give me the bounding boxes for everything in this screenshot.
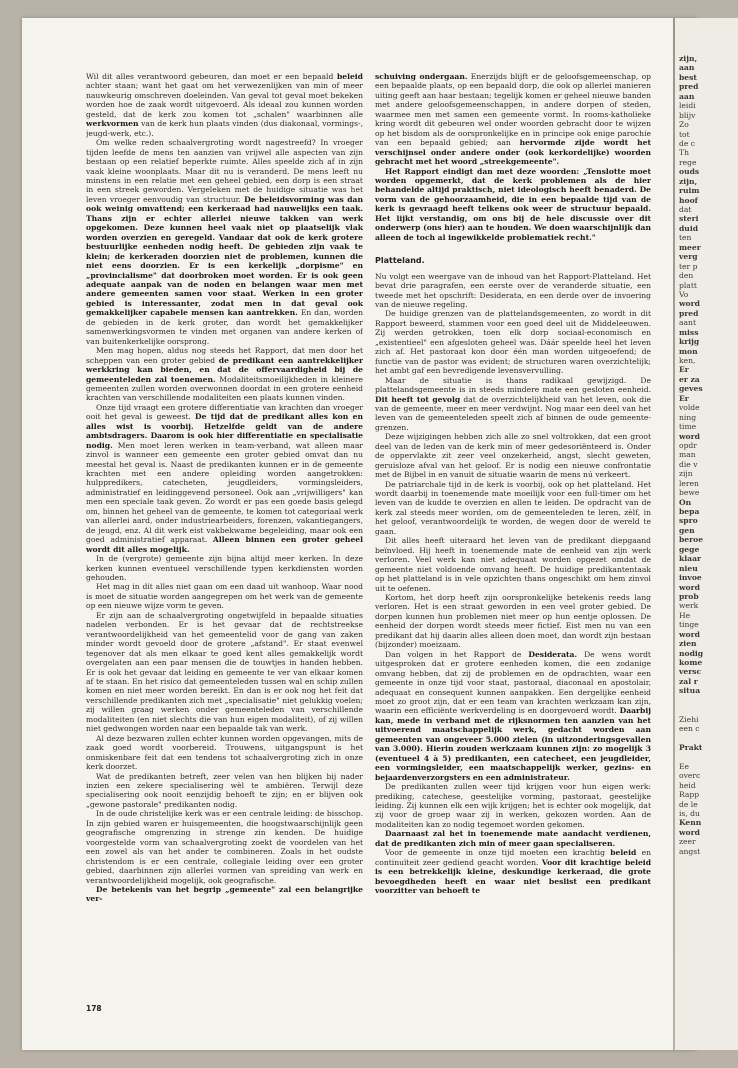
paragraph: Daarnaast zal het in toenemende mate aandacht verdienen, dat de predikanten zich min of meer gaan specialiseren.: [375, 829, 651, 848]
facing-page-line: Er: [679, 393, 689, 403]
facing-page-line: pred: [679, 308, 699, 318]
facing-page-line: aant: [679, 318, 696, 328]
facing-page-line: word: [679, 629, 700, 639]
text-column-right: [375, 72, 651, 1002]
facing-page-line: Er: [679, 365, 689, 375]
paragraph: Dit alles heeft uiteraard het leven van de predikant diepgaand beïnvloed. Hij heeft in toenemende mate de eenheid van zijn werk verloren. Veel werk kan niet adequaat worden opgezet omdat de gemeente niet voldoende omvang heeft. De huidige predikantentaak op het platteland is in vele opzichten thans ongeschikt om hem zinvol uit te oefenen.: [375, 536, 651, 593]
facing-page-line: best: [679, 72, 697, 82]
facing-page-line: aan: [679, 91, 695, 101]
paragraph: In de oude christelijke kerk was er een centrale leiding: de bisschop. In zijn gebied waren er huisgemeenten, die hoogstwaarschijnlijk geen geografische omgrenzing in strenge zin kenden. De huidige voorgestelde vorm van schaalvergroting zoekt de voordelen van het een zowel als van het ander te combineren. Zoals in het oudste christendom is er een centrale, collegiale leiding over een groter gebied, daarbinnen zijn allerlei vormen van spreiding van werk en verantwoordelijkheid mogelijk, ook geografische.: [86, 809, 363, 885]
facing-page-line: zal r: [679, 676, 698, 686]
facing-page-line: meer: [679, 242, 701, 252]
facing-page-line: mon: [679, 346, 698, 356]
facing-page-line: gen: [679, 525, 695, 535]
paragraph: De predikanten zullen weer tijd krijgen voor hun eigen werk: prediking, catechese, geestelijke vorming, pastoraat, geestelijke leiding. Zij kunnen elk een wijk krijgen; het is echter ook mogelijk, dat zij voor de groep waar zij in werken, gekozen worden. Aan de modaliteiten kan zo nodig tegemoet worden gekomen.: [375, 782, 651, 829]
facing-page-line: invoe: [679, 573, 702, 583]
facing-page-line: ken,: [679, 356, 696, 365]
facing-page-line: leren: [679, 478, 699, 488]
facing-page-line: Vo: [679, 289, 689, 299]
paragraph: Onze tijd vraagt een grotere differentiatie van krachten dan vroeger ooit het geval is geweest. De tijd dat de predikant alles kon en alles wist is voorbij. Hetzelfde geldt van de andere ambtsdragers. Daarom is ook hier differentiatie en specialisatie nodig. Men moet leren werken in team-verband, wat alleen maar zinvol is wanneer een gemeente een groter gebied omvat dan nu meestal het geval is. Naast de predikanten kunnen er in de gemeente krachten met een andere opleiding worden aangetrokken: hulppredikers, catecheten, jeugdleiders, vormingsleiders, administratief en leidinggevend personeel. Ook aan „vrijwilligers" kan men een speciale taak geven. Zo wordt er pas een goede basis gelegd om, binnen het geheel van de gemeente, te komen tot categoriaal werk van allerlei aard, onder industriearbeiders, forenzen, vakantiegangers, de jeugd, enz. Al dit werk eist vakbekwame begeleiding, maar ook een goed administratief apparaat. Alleen binnen een groter geheel wordt dit alles mogelijk.: [86, 402, 363, 554]
facing-page-line: platt: [679, 280, 697, 290]
facing-page-line: [679, 752, 719, 761]
facing-page-line: He: [679, 610, 691, 620]
facing-page-line: ouds: [679, 167, 700, 177]
facing-page-line: werk: [679, 601, 699, 611]
facing-page-line: zijn,: [679, 54, 698, 63]
facing-page-line: ter p: [679, 261, 698, 271]
paragraph: Het mag in dit alles niet gaan om een daad uit wanhoop. Waar nood is moet de situatie worden aangegrepen om het werk van de gemeente op een nieuwe wijze vorm te geven.: [86, 582, 363, 611]
facing-page-line: dat: [679, 205, 692, 214]
facing-page-line: miss: [679, 327, 699, 337]
paragraph: Men mag hopen, aldus nog steeds het Rapport, dat men door het scheppen van een groter gebied de predikant een aantrekkelijker werkkring kan bieden, en dat de offervaardigheid bij de gemeenteleden zal toenemen. Modaliteitsmoeilijkheden in kleinere gemeenten zullen worden overwonnen doordat in een grotere eenheid krachten van verschillende modaliteiten een plaats kunnen vinden.: [86, 346, 363, 403]
facing-page-line: die v: [679, 459, 698, 469]
paragraph: Om welke reden schaalvergroting wordt nagestreefd? In vroeger tijden leefde de mens ten aanzien van vrijwel alle aspecten van zijn bestaan op een relatief beperkte ruimte. Alles speelde zich af in zijn vaak kleine woonplaats. Maar dit nu is veranderd. De mens leeft nu minstens in een relatie met een geheel gebied, een dorp is een straat in een streek geworden. Vergeleken met de huidige situatie was het leven vroeger eenvoudig van structuur. De beleidsvorming was dan ook weinig omvattend; een kerkeraad had nauwelijks een taak. Thans zijn er echter allerlei nieuwe takken van werk opgekomen. Deze kunnen heel vaak niet op plaatselijk vlak worden overzien en geregeld. Vandaar dat ook de kerk grotere bestuurlijke eenheden nodig heeft. De gebieden zijn vaak te klein; de kerkeraden doorzien niet de problemen, kunnen die niet eens doorzien. Er is een kerkelijk „dorpisme" en „provincialisme" dat doorbroken moet worden. Er is ook geen adequate aanpak van de noden en belangen waar men met andere gemeenten samen voor staat. Werken in een groter gebied is interessanter, zodat men in dat geval ook gemakkelijker capabele mensen kan aantrekken. En dan, worden de gebieden in de kerk groter, dan wordt het gemakkelijker samenwerkingsvormen te vinden met organen van andere kerken of van buitenkerkelijke oorsprong.: [86, 138, 363, 346]
facing-page-line: overc: [679, 771, 701, 781]
facing-page-line: word: [679, 827, 700, 837]
facing-page-line: de le: [679, 799, 698, 809]
facing-page-line: ten: [679, 233, 692, 243]
facing-page-line: angst: [679, 846, 701, 856]
text-column-left: [86, 72, 363, 1002]
facing-page-line: nodig: [679, 648, 704, 658]
facing-page-line: Kenn: [679, 818, 702, 828]
facing-page-line: time: [679, 422, 697, 432]
facing-page-line: nieu: [679, 563, 698, 573]
paragraph: Het Rapport eindigt dan met deze woorden: „Tenslotte moet worden opgemerkt, dat de kerk problemen als de hier behandelde altijd praktisch, niet ideologisch heeft benaderd. De vorm van de gehoorzaamheid, die in een bepaalde tijd van de kerk is gevraagd heeft telkens ook weer de structuur bepaald. Het lijkt verstandig, om ons bij de hele discussie over dit onderwerp (ons hier) aan te houden. We doen waarschijnlijk dan alleen de toch al ingewikkelde problematiek recht.": [375, 166, 651, 242]
paragraph: Maar de situatie is thans radikaal gewijzigd. De plattelandsgemeente is in steeds mindere mate een gesloten eenheid. Dit heeft tot gevolg dat de overzichtelijkheid van het leven, ook die van de gemeente, meer en meer verdwijnt. Nog maar een deel van het leven van de gemeenteleden speelt zich af binnen de oude gemeente-grenzen.: [375, 375, 651, 432]
paragraph: De betekenis van het begrip „gemeente" zal een belangrijke ver-: [86, 884, 363, 904]
paragraph: Kortom, het dorp heeft zijn oorspronkelijke betekenis reeds lang verloren. Het is een straat geworden in een veel groter gebied. De dorpen kunnen hun problemen niet meer op hun eentje oplossen. De eenheid der dorpen wordt steeds meer fictief. Eist men nu van een predikant dat hij daarin alles alleen doen moet, dan wordt zijn bestaan (bijzonder) moeizaam.: [375, 593, 651, 650]
paragraph: Voor de gemeente in onze tijd moeten een krachtig beleid en continuïteit zeer gediend geacht worden. Voor dit krachtige beleid is een betrekkelijk kleine, deskundige kerkeraad, die grote bevoegdheden heeft en waar niet beslist een predikant voorzitter van behoeft te: [375, 848, 651, 896]
facing-page-line: bewe: [679, 488, 700, 498]
facing-page-line: ruim: [679, 186, 700, 196]
paragraph: In de (vergrote) gemeente zijn bijna altijd meer kerken. In deze kerken kunnen eventueel verschillende typen kerkdiensten worden gehouden.: [86, 554, 363, 583]
facing-page-line: Zo: [679, 120, 689, 130]
paragraph: schuiving ondergaan. Enerzijds blijft er de geloofsgemeenschap, op een bepaalde plaats, op een bepaald dorp, die ook op allerlei manieren uiting geeft aan haar bestaan; tegelijk komen er geheel nieuwe banden met andere geloofsgemeenschappen, in andere dorpen of steden, waarmee men met samen een gemeente vormt. In rooms-katholieke kring wordt dit gebeuren wel onder woorden gebracht door te wijzen op het bisdom als de oorspronkelijke en in principe ook enige parochie van een bepaald gebied; aan hervormde zijde wordt het verschijnsel onder andere onder (ook kerkordelijke) woorden gebracht met het woord „streekgemeente".: [375, 72, 651, 167]
paragraph: Al deze bezwaren zullen echter kunnen worden opgevangen, mits de zaak goed wordt voorbereid. Trouwens, uitgangspunt is het onmiskenbare feit dat een tendens tot schaalvergroting zich in onze kerk doorzet.: [86, 733, 363, 772]
facing-page-line: Th: [679, 148, 689, 158]
magazine-page: [22, 18, 696, 1050]
facing-page-line: [679, 734, 719, 743]
facing-page-line: tot: [679, 129, 690, 139]
facing-page-line: zien: [679, 639, 697, 649]
facing-page-line: [679, 705, 719, 714]
text-column-facing-page: [679, 54, 719, 984]
facing-page-line: man: [679, 450, 696, 460]
paragraph: Wat de predikanten betreft, zeer velen van hen blijken bij nader inzien een zekere specialisering wèl te ambiëren. Terwijl deze specialisering ook nooit eenzijdig behoeft te zijn; en er blijven ook „gewone pastorale" predikanten nodig.: [86, 771, 363, 809]
facing-page-line: bepa: [679, 507, 700, 516]
facing-page-line: kome: [679, 658, 703, 667]
facing-page-line: word: [679, 582, 700, 592]
paragraph: Deze wijzigingen hebben zich alle zo snel voltrokken, dat een groot deel van de leden van de kerk min of meer gedesoriënteerd is. Onder de oppervlakte zit zeer veel onzekerheid, angst, slecht geweten, geruisloze afval van het geloof. Er is nodig een nieuwe confrontatie met de Bijbel in en vanuit de situatie waarin de mens nú verkeert.: [375, 432, 651, 480]
paragraph: De huidige grenzen van de plattelandsgemeenten, zo wordt in dit Rapport beweerd, stammen voor een goed deel uit de Middeleeuwen. Zij werden getrokken, toen elk dorp sociaal-economisch en „existentieel" een afgesloten geheel was. Dáár speelde heel het leven zich af. Het pastoraat kon door één man worden uitgeoefend; de functie van de pastor was evident; de structuren waren overzichtelijk; het ambt gaf een bevredigende levensvervulling.: [375, 309, 651, 376]
facing-page-line: geves: [679, 384, 703, 394]
facing-page-line: word: [679, 299, 700, 309]
page-number: 178: [86, 1004, 102, 1013]
facing-page-line: aan: [679, 63, 695, 73]
facing-page-line: heid: [679, 780, 696, 790]
facing-page-line: is, du: [679, 809, 700, 818]
facing-page-line: Ee: [679, 761, 690, 771]
facing-page-line: Rapp: [679, 790, 700, 800]
facing-page-line: er za: [679, 374, 700, 384]
facing-page-line: tinge: [679, 620, 699, 630]
paragraph: Wil dit alles verantwoord gebeuren, dan moet er een bepaald beleid achter staan; want het gaat om het verwezenlijken van min of meer nauwkeurig omschreven doeleinden. Van geval tot geval moet bekeken worden hoe de zaak wordt uitgevoerd. Als ideaal zou kunnen worden gesteld, dat de kerk zou komen tot „schalen" waarbinnen alle werkvormen van de kerk hun plaats vinden (dus diakonaal, vormings-, jeugd-werk, etc.).: [86, 72, 363, 138]
facing-page-line: spro: [679, 516, 698, 526]
facing-page-line: rege: [679, 157, 697, 167]
facing-page-line: [679, 696, 719, 705]
facing-page-line: leidi: [679, 101, 696, 111]
facing-page-line: krijg: [679, 337, 700, 347]
section-heading: Platteland.: [375, 256, 425, 266]
facing-page-line: On: [679, 497, 692, 507]
facing-page-line: blijv: [679, 110, 696, 120]
facing-page-line: de c: [679, 138, 696, 148]
facing-page-line: situa: [679, 686, 701, 696]
facing-page-line: hoof: [679, 195, 698, 205]
facing-page-line: zeer: [679, 837, 696, 847]
facing-page-line: prob: [679, 591, 699, 601]
facing-page-line: duid: [679, 223, 699, 233]
facing-page-line: verg: [679, 252, 698, 262]
facing-page-line: klaar: [679, 554, 701, 564]
facing-page-line: steri: [679, 214, 699, 224]
paragraph: Dan volgen in het Rapport de Desiderata. De wens wordt uitgesproken dat er grotere eenheden komen, die een zodanige omvang hebben, dat zij de problemen en de opdrachten, waar een gemeente in onze tijd voor staat, pastoraal, diaconaal en apostolair, adequaat en consequent kunnen aanpakken. Een dergelijke eenheid moet zo groot zijn, dat er een team van krachten werkzaam kan zijn, waarin een efficiënte werkverdeling is en doorgevoerd wordt. Daarbij kan, mede in verband met de rijksnormen ten aanzien van het uitvoerend maatschappelijk werk, gedacht worden aan gemeenten van ongeveer 5.000 zielen (in uitzonderingsgevallen van 3.000). Hierin zouden werkzaam kunnen zijn: zo mogelijk 3 (eventueel 4 à 5) predikanten, een catecheet, een jeugdleider, een vormingsleider, een maatschappelijk werker, gezins- en bejaardenverzorgsters en een administrateur.: [375, 649, 651, 782]
facing-page-line: opdr: [679, 440, 697, 450]
facing-page-line: beroe: [679, 535, 704, 545]
facing-page-line: zijn,: [679, 176, 698, 186]
facing-page-line: Ziehi: [679, 714, 699, 724]
facing-page-line: pred: [679, 82, 699, 92]
facing-page-line: een c: [679, 724, 700, 734]
facing-page-line: Prakt: [679, 742, 703, 752]
facing-page-line: zijn: [679, 469, 693, 479]
facing-page-line: gege: [679, 544, 700, 554]
paragraph: Er zijn aan de schaalvergroting ongetwijfeld in bepaalde situaties nadelen verbonden. Er is het gevaar dat de rechtstreekse verantwoordelijkheid van het gemeentelid voor de gang van zaken minder wordt gevoeld door de grotere „afstand". Er staat evenwel tegenover dat als men elkaar te goed kent alles gemakkelijk wordt overgelaten aan een paar mensen die de touwtjes in handen hebben. Er is ook het gevaar dat leiding en gemeente te ver van elkaar komen af te staan. En het risico dat gemeenteleden tussen wal en schip zullen komen en niet meer worden bereikt. En dan is er ook nog het feit dat verschillende predikanten zich met „specialisatie" niet gelukkig voelen; zij willen graag werken onder gemeenteleden van verschillende modaliteiten (en niet slechts die van hun eigen modaliteit), of zij willen niet gedwongen worden naar een bepaalde tak van werk.: [86, 610, 363, 734]
paragraph: De patriarchale tijd in de kerk is voorbij, ook op het platteland. Het wordt daarbij in toenemende mate moeilijk voor een full-timer om het leven van de kudde te overzien en allen te leiden. De opdracht van de kerk zal steeds meer worden, om de gemeenteleden te leren, zèlf, in het geloof, verantwoordelijk te worden, de wegen door de wereld te gaan.: [375, 479, 651, 536]
facing-page-line: ning: [679, 412, 697, 422]
facing-page-line: den: [679, 271, 694, 281]
facing-page-line: versc: [679, 667, 702, 677]
facing-page-line: word: [679, 431, 700, 441]
facing-page-line: volde: [679, 403, 700, 413]
paragraph: Nu volgt een weergave van de inhoud van het Rapport-Platteland. Het bevat drie paragrafen, een eerste over de veranderde situatie, een tweede met het opschrift: Desiderata, en een derde over de invoering van de nieuwe regeling.: [375, 271, 651, 309]
